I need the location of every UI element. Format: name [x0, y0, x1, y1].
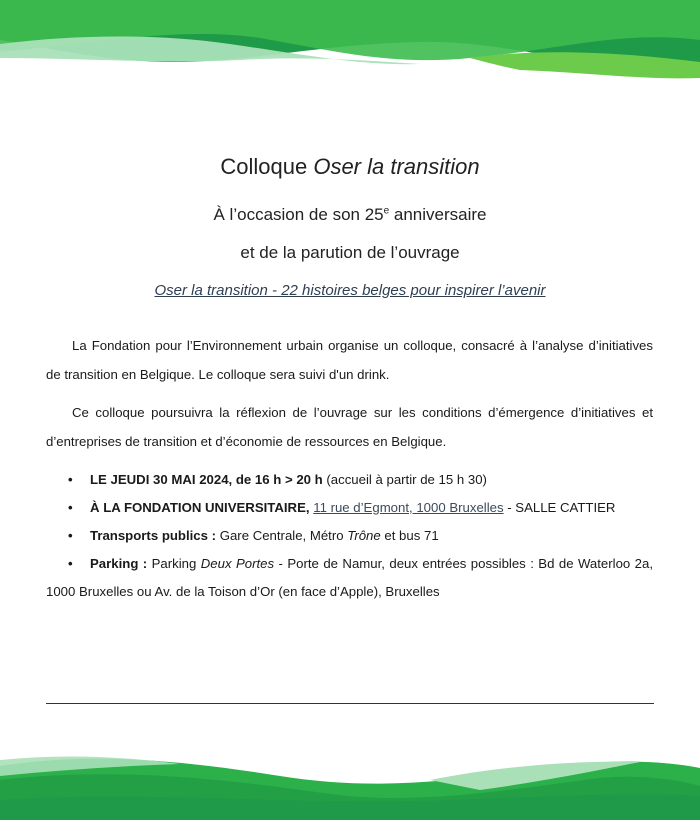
subtitle-publication: et de la parution de l’ouvrage	[240, 243, 460, 262]
footer-divider	[46, 703, 654, 704]
transport-bold: Transports publics :	[90, 528, 217, 543]
transport-text-a: Gare Centrale, Métro	[216, 528, 348, 543]
bullet-marker: •	[68, 528, 73, 543]
list-item-transport	[46, 522, 653, 550]
venue-address-link[interactable]: 11 rue d’Egmont, 1000 Bruxelles	[313, 500, 504, 515]
parking-text-a: Parking	[147, 556, 201, 571]
transport-italic: Trône	[347, 528, 381, 543]
transport-text-b: et bus 71	[380, 528, 439, 543]
bullet-marker: •	[68, 472, 73, 487]
bullet-marker: •	[68, 500, 73, 515]
bullet-marker: •	[68, 556, 73, 571]
parking-italic: Deux Portes	[200, 556, 275, 571]
date-bold: LE JEUDI 30 MAI 2024, de 16 h > 20 h	[90, 472, 323, 487]
subtitle-line1-b: anniversaire	[389, 205, 487, 224]
event-details-list	[46, 466, 653, 606]
intro-paragraph: La Fondation pour l’Environnement urbain organise un colloque, consacré à l’analyse d’initiatives de transition en Belgique. Le colloque sera suivi d'un drink.	[46, 338, 653, 382]
book-title-link[interactable]: Oser la transition - 22 histoires belges pour inspirer l’avenir	[154, 282, 546, 299]
subtitle-line1-a: À l’occasion de son 25	[213, 205, 384, 224]
bottom-wave-decoration	[0, 740, 700, 820]
top-wave-decoration	[0, 0, 700, 90]
reflection-paragraph: Ce colloque poursuivra la réflexion de l’ouvrage sur les conditions d’émergence d’initiatives et d’entreprises de transition et d’économie de ressources en Belgique.	[46, 405, 653, 449]
title-italic: Oser la transition	[313, 154, 480, 179]
date-rest: (accueil à partir de 15 h 30)	[322, 472, 487, 487]
title-prefix: Colloque	[220, 154, 314, 179]
venue-rest: - SALLE CATTIER	[503, 500, 616, 515]
list-item-date	[46, 466, 653, 494]
subtitle-anniversary	[0, 205, 700, 225]
list-item-venue	[46, 494, 653, 522]
venue-bold: À LA FONDATION UNIVERSITAIRE,	[90, 500, 310, 515]
parking-text-b: - Porte de Namur, deux entrées possibles : Bd de Waterloo 2a, 1000 Bruxelles ou Av. de la Toison d’Or (en face d’Apple), Bruxelles	[46, 556, 653, 599]
list-item-parking	[46, 550, 653, 606]
parking-bold: Parking :	[90, 556, 148, 571]
page-title	[0, 154, 700, 180]
subtitle-line1-sup: e	[383, 205, 390, 217]
